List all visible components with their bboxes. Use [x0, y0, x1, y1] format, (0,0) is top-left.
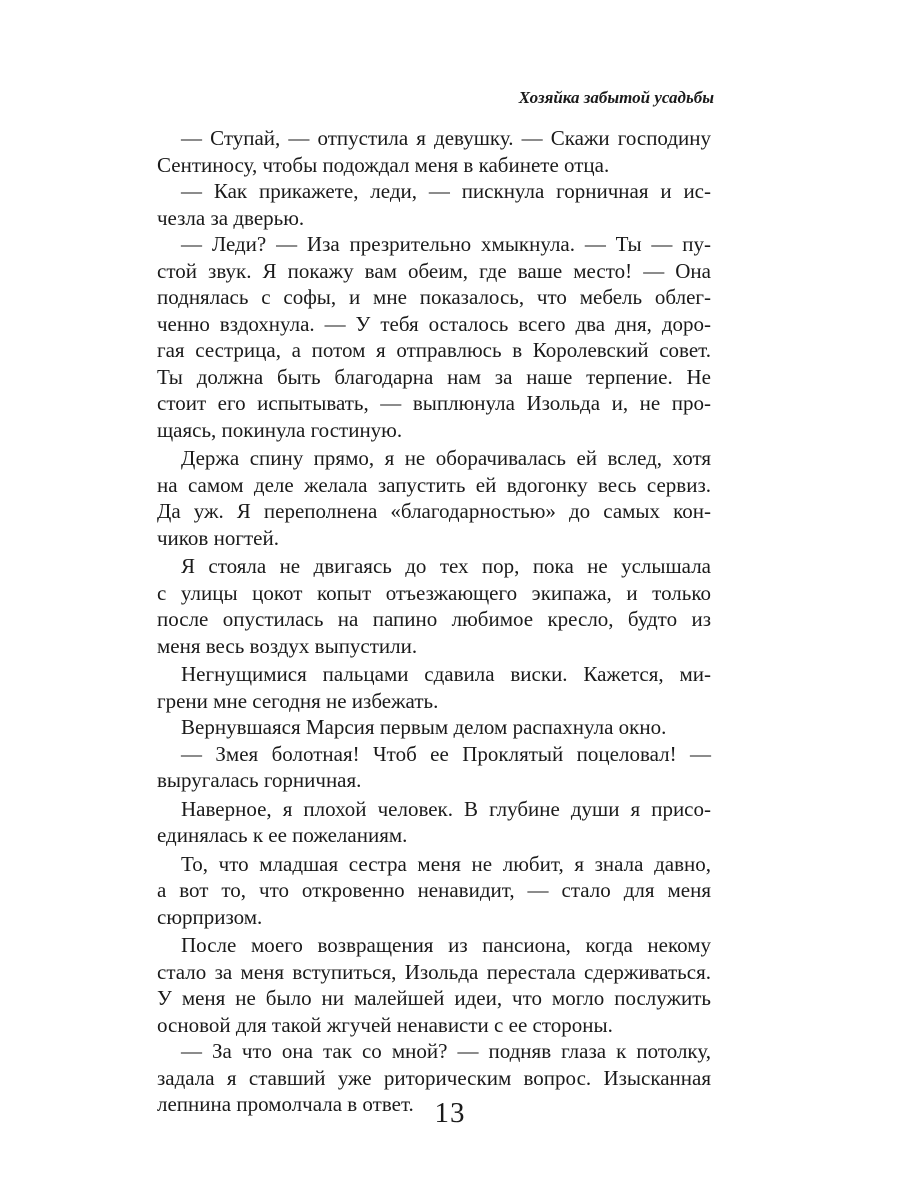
text-line: гая сестрица, а потом я отправлюсь в Королевский совет.: [157, 338, 711, 362]
text-line: Да уж. Я переполнена «благодарностью» до самых кон-: [157, 499, 711, 523]
text-line: — Ступай, — отпустила я девушку. — Скажи господину: [181, 126, 711, 150]
page-number: 13: [434, 1097, 466, 1129]
book-text: [157, 125, 711, 1118]
text-line: единялась к ее пожеланиям.: [157, 823, 408, 847]
text-line: Вернувшаяся Марсия первым делом распахнула окно.: [181, 715, 667, 739]
text-line: У меня не было ни малейшей идеи, что могло послужить: [157, 986, 711, 1010]
text-line: выругалась горничная.: [157, 768, 362, 792]
text-line: ченно вздохнула. — У тебя осталось всего два дня, доро-: [157, 311, 711, 336]
text-line: щаясь, покинула гостиную.: [157, 417, 403, 442]
text-line: После моего возвращения из пансиона, когда некому: [181, 933, 711, 957]
text-line: чиков ногтей.: [157, 525, 279, 550]
text-line: стало за меня вступиться, Изольда перестала сдерживаться.: [157, 959, 711, 984]
text-line: а вот то, что откровенно ненавидит, — стало для меня: [157, 878, 711, 902]
text-line: — Как прикажете, леди, — пискнула горничная и ис-: [181, 179, 711, 203]
text-line: Сентиносу, чтобы подождал меня в кабинете отца.: [157, 152, 610, 177]
text-line: поднялась с софы, и мне показалось, что мебель облег-: [157, 285, 711, 309]
text-line: задала я ставший уже риторическим вопрос. Изысканная: [157, 1065, 711, 1090]
text-line: лепнина промолчала в ответ.: [157, 1092, 414, 1116]
text-line: меня весь воздух выпустили.: [157, 633, 418, 658]
text-line: основой для такой жгучей ненависти с ее стороны.: [157, 1012, 613, 1037]
text-line: Держа спину прямо, я не оборачивалась ей вслед, хотя: [181, 446, 711, 470]
text-line: на самом деле желала запустить ей вдогонку весь сервиз.: [157, 472, 711, 497]
text-line: — Леди? — Иза презрительно хмыкнула. — Ты — пу-: [181, 232, 711, 256]
text-line: То, что младшая сестра меня не любит, я знала давно,: [181, 851, 711, 876]
text-line: — Змея болотная! Чтоб ее Проклятый поцеловал! —: [181, 741, 711, 766]
text-line: грени мне сегодня не избежать.: [157, 688, 439, 713]
text-line: Я стояла не двигаясь до тех пор, пока не услышала: [181, 554, 711, 578]
text-line: стоит его испытывать, — выплюнула Изольда и, не про-: [157, 391, 711, 415]
text-line: с улицы цокот копыт отъезжающего экипажа, и только: [157, 580, 711, 605]
text-line: после опустилась на папино любимое кресло, будто из: [157, 607, 711, 631]
text-line: сюрпризом.: [157, 904, 263, 929]
text-line: Негнущимися пальцами сдавила виски. Кажется, ми-: [181, 662, 711, 686]
running-header: Хозяйка забытой усадьбы: [518, 88, 714, 107]
text-line: чезла за дверью.: [157, 205, 305, 230]
text-line: Наверное, я плохой человек. В глубине души я присо-: [181, 796, 711, 821]
text-line: — За что она так со мной? — подняв глаза к потолку,: [181, 1039, 711, 1063]
text-line: Ты должна быть благодарна нам за наше терпение. Не: [157, 364, 711, 389]
text-line: стой звук. Я покажу вам обеим, где ваше место! — Она: [157, 258, 711, 283]
